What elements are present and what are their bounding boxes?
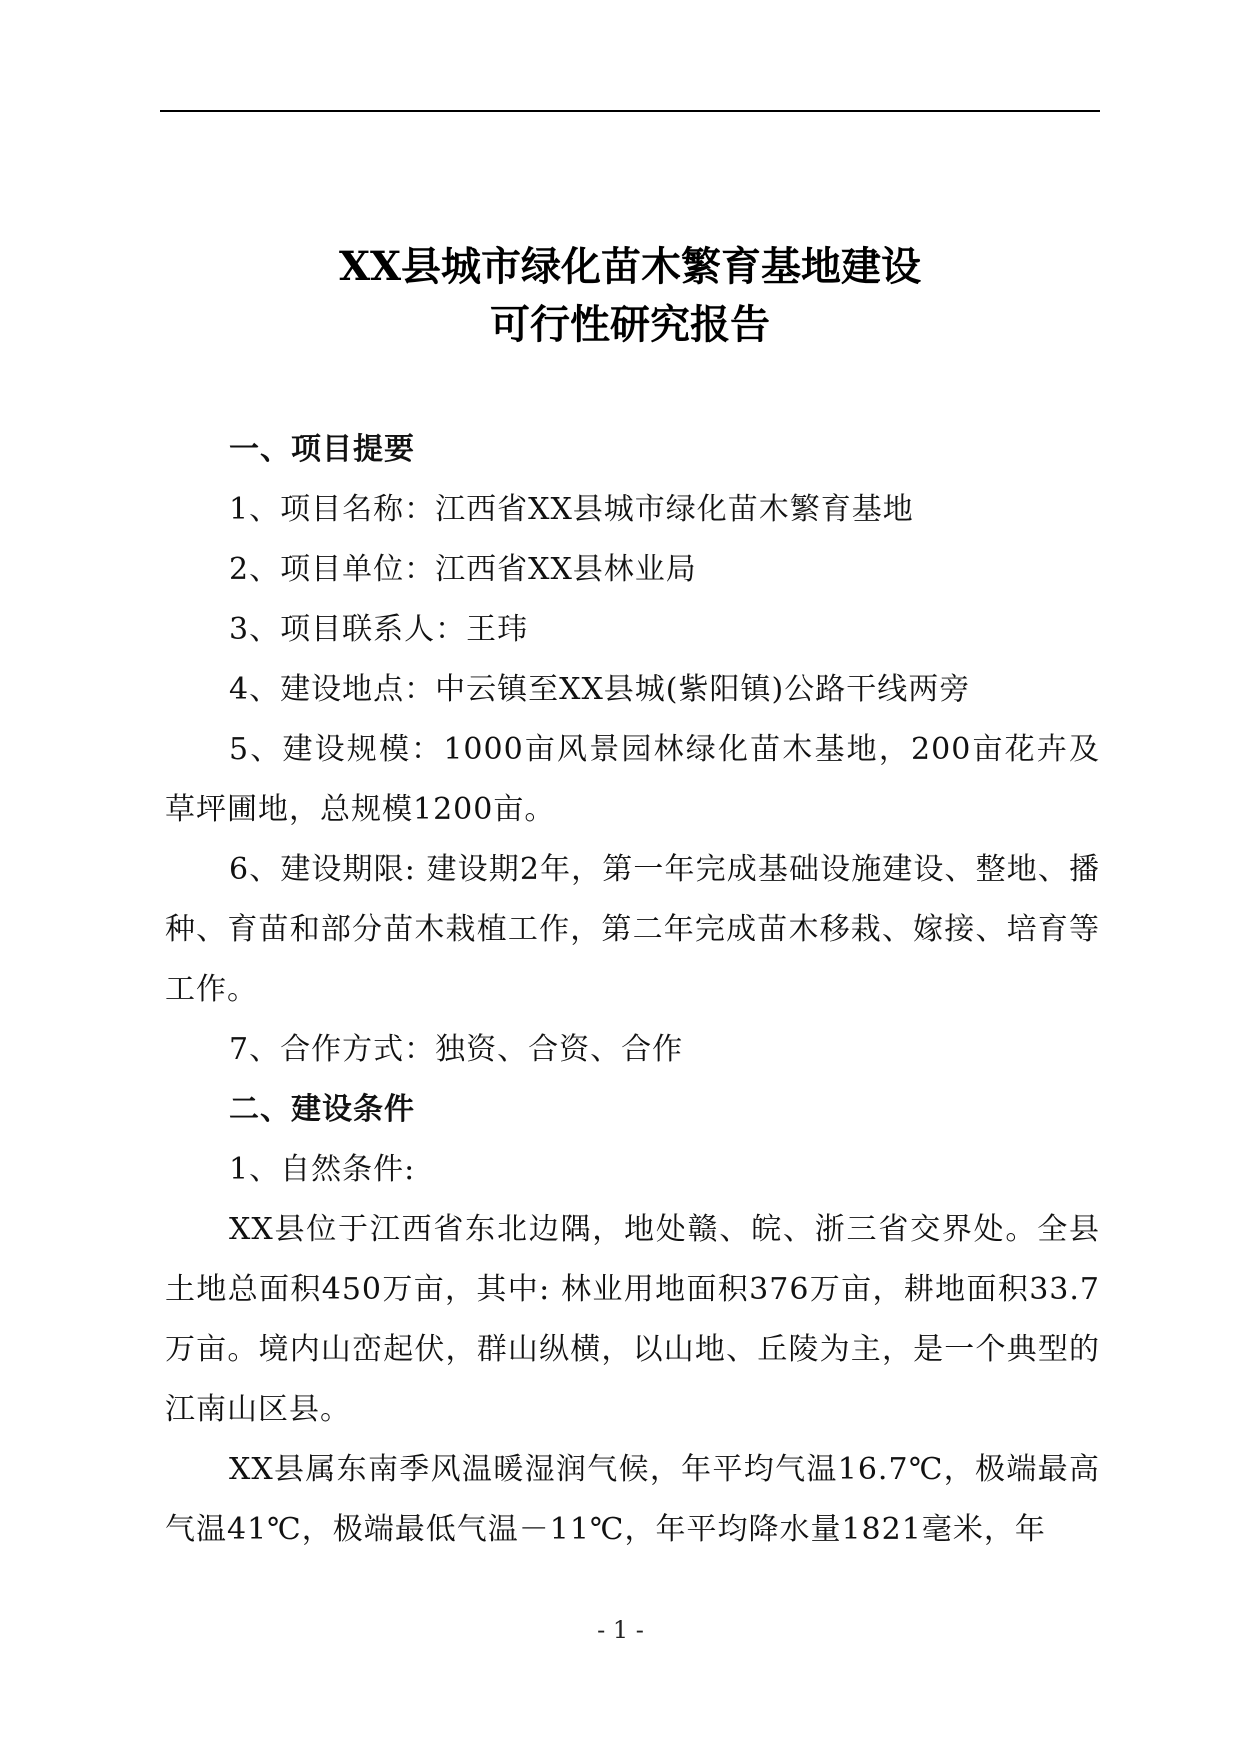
- document-title: [160, 238, 1100, 354]
- title-line-2: 可行性研究报告: [490, 301, 770, 348]
- paragraph: 3、项目联系人：王玮: [229, 612, 529, 647]
- paragraph: 6、建设期限: 建设期2年，第一年完成基础设施建设、整地、播种、育苗和部分苗木栽植工作，第二年完成苗木移栽、嫁接、培育等工作。: [165, 852, 1100, 1007]
- paragraph: 4、建设地点：中云镇至XX县城(紫阳镇)公路干线两旁: [229, 672, 971, 707]
- paragraph: XX县属东南季风温暖湿润气候，年平均气温16.7℃，极端最高气温41℃，极端最低气温－11℃，年平均降水量1821毫米，年: [165, 1452, 1100, 1547]
- title-line-1: XX县城市绿化苗木繁育基地建设: [338, 243, 922, 290]
- document-body: [165, 420, 1100, 1560]
- section-heading: 二、建设条件: [229, 1092, 415, 1127]
- paragraph: 1、项目名称：江西省XX县城市绿化苗木繁育基地: [229, 492, 914, 527]
- header-rule: [160, 110, 1100, 112]
- paragraph: 7、合作方式：独资、合资、合作: [229, 1032, 684, 1067]
- paragraph: 2、项目单位：江西省XX县林业局: [229, 552, 697, 587]
- page-number: - 1 -: [597, 1616, 644, 1644]
- paragraph: 1、自然条件:: [229, 1152, 416, 1187]
- paragraph: XX县位于江西省东北边隅，地处赣、皖、浙三省交界处。全县土地总面积450万亩，其中: 林业用地面积376万亩，耕地面积33.7万亩。境内山峦起伏，群山纵横，以山地、丘陵为主，是一个典型的江南山区县。: [165, 1212, 1100, 1427]
- paragraph: 5、建设规模：1000亩风景园林绿化苗木基地，200亩花卉及草坪圃地，总规模1200亩。: [165, 732, 1100, 827]
- section-heading: 一、项目提要: [229, 432, 415, 467]
